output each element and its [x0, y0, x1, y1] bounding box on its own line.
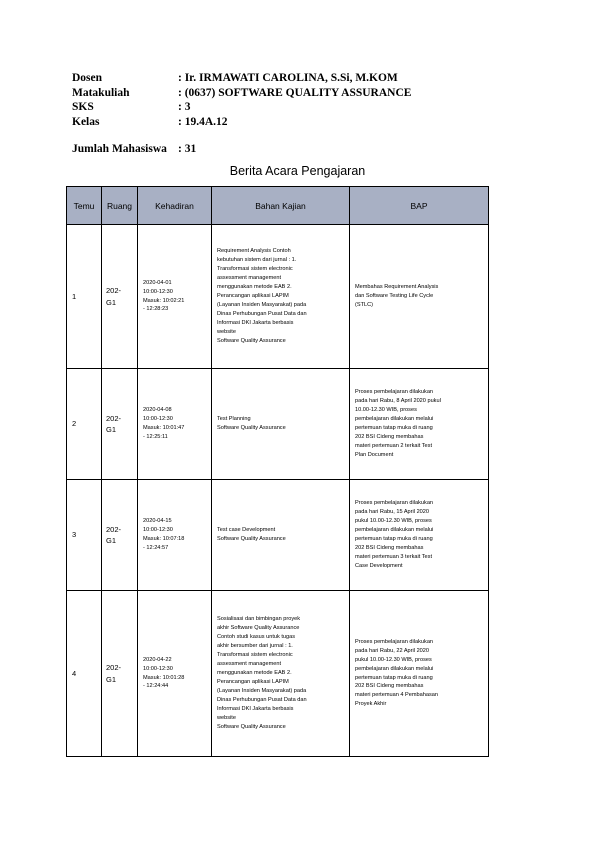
cell-bap: Proses pembelajaran dilakukan pada hari Rabu, 8 April 2020 pukul 10.00-12.30 WIB, proses pembelajaran dilakukan melalui pertemuan tatap muka di ruang 202 BSI Cideng membahas materi pertemuan 2 terkait Test Plan Document [350, 369, 489, 480]
cell-bahan-kajian: Test case Development Software Quality Assurance [212, 480, 350, 591]
table-row [67, 369, 489, 480]
column-header-kehadiran: Kehadiran [138, 187, 212, 225]
cell-ruang: 202- G1 [102, 480, 138, 591]
cell-bap: Membahas Requirement Analysis dan Software Testing Life Cycle (STLC) [350, 225, 489, 369]
column-header-bahan-kajian: Bahan Kajian [212, 187, 350, 225]
info-label: Kelas [72, 115, 100, 128]
cell-kehadiran: 2020-04-22 10:00-12:30 Masuk: 10:01:28 - 12:24:44 [138, 591, 212, 757]
cell-bahan-kajian: Test Planning Software Quality Assurance [212, 369, 350, 480]
info-value: : 3 [178, 101, 191, 113]
cell-bahan-kajian: Sosialisasi dan bimbingan proyek akhir Software Quality Assurance Contoh studi kasus untuk tugas akhir bersumber dari jurnal : 1. Transformasi sistem electronic assessment management menggunakan metode EAB 2. Perancangan aplikasi LAPIM (Layanan Insiden Masyarakat) pada Dinas Perhubungan Pusat Data dan Informasi DKI Jakarta berbasis website Software Quality Assurance [212, 591, 350, 757]
table-header-row [67, 187, 489, 225]
table-row [67, 480, 489, 591]
cell-ruang: 202- G1 [102, 591, 138, 757]
column-header-ruang: Ruang [102, 187, 138, 225]
cell-kehadiran: 2020-04-08 10:00-12:30 Masuk: 10:01:47 - 12:25:11 [138, 369, 212, 480]
document-title: Berita Acara Pengajaran [229, 164, 366, 178]
column-header-bap: BAP [350, 187, 489, 225]
info-label: Dosen [72, 72, 103, 84]
table-row [67, 225, 489, 369]
cell-bap: Proses pembelajaran dilakukan pada hari Rabu, 15 April 2020 pukul 10.00-12.30 WIB, proses pembelajaran dilakukan melalui pertemuan tatap muka di ruang 202 BSI Cideng membahas materi pertemuan 3 terkait Test Case Development [350, 480, 489, 591]
cell-bap: Proses pembelajaran dilakukan pada hari Rabu, 22 April 2020 pukul 10.00-12.30 WIB, proses pembelajaran dilakukan melalui pertemuan tatap muka di ruang 202 BSI Cideng membahas materi pertemuan 4 Pembahasan Proyek Akhir [350, 591, 489, 757]
cell-ruang: 202- G1 [102, 225, 138, 369]
info-value: : (0637) SOFTWARE QUALITY ASSURANCE [178, 86, 412, 99]
table-row [67, 591, 489, 757]
cell-ruang: 202- G1 [102, 369, 138, 480]
info-value: : 31 [178, 143, 197, 155]
cell-kehadiran: 2020-04-01 10:00-12:30 Masuk: 10:02:21 - 12:28:23 [138, 225, 212, 369]
column-header-temu: Temu [67, 187, 102, 225]
cell-temu: 4 [67, 591, 102, 757]
info-value: : 19.4A.12 [178, 115, 228, 128]
cell-kehadiran: 2020-04-15 10:00-12:30 Masuk: 10:07:18 - 12:24:57 [138, 480, 212, 591]
cell-temu: 2 [67, 369, 102, 480]
info-label: Jumlah Mahasiswa [72, 143, 167, 155]
info-label: SKS [72, 101, 94, 113]
cell-temu: 1 [67, 225, 102, 369]
cell-bahan-kajian: Requirement Analysis Contoh kebutuhan sistem dari jurnal : 1. Transformasi sistem electronic assessment management menggunakan metode EAB 2. Perancangan aplikasi LAPIM (Layanan Insiden Masyarakat) pada Dinas Perhubungan Pusat Data dan Informasi DKI Jakarta berbasis website Software Quality Assurance [212, 225, 350, 369]
info-label: Matakuliah [72, 86, 130, 99]
bap-table [66, 186, 489, 757]
info-value: : Ir. IRMAWATI CAROLINA, S.Si, M.KOM [178, 72, 398, 84]
cell-temu: 3 [67, 480, 102, 591]
